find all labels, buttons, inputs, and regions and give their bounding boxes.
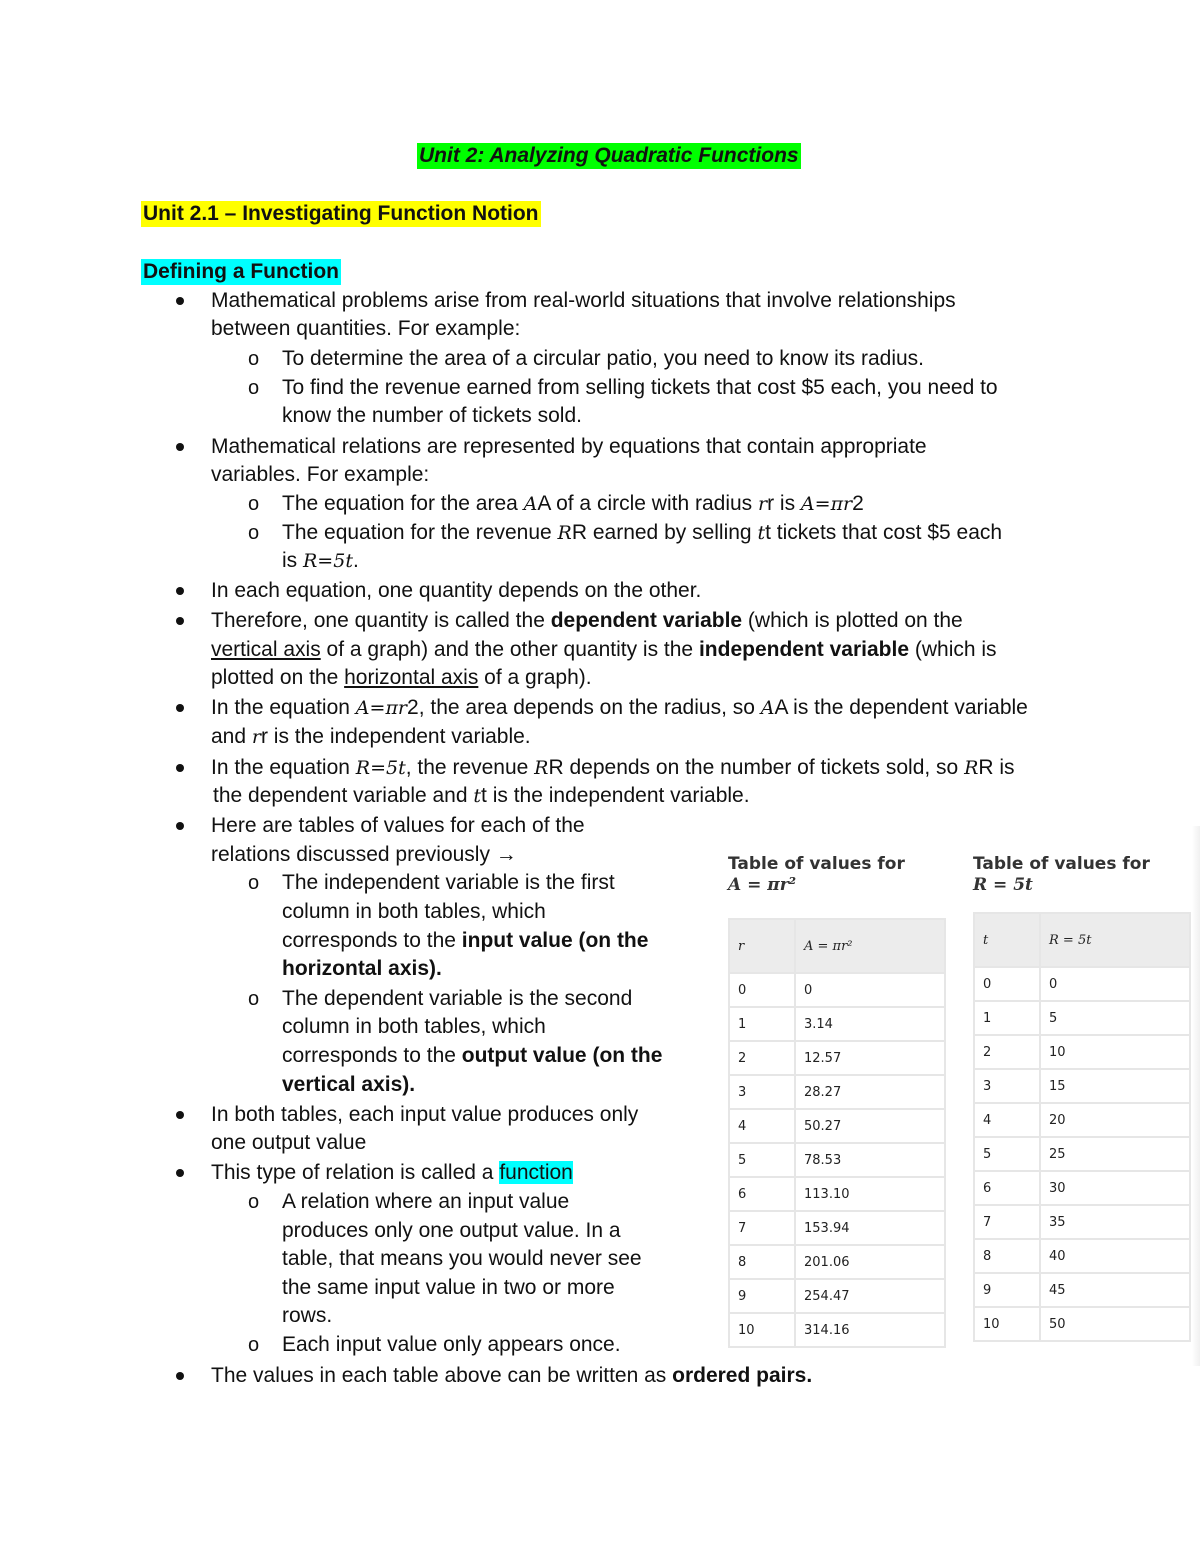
bullet-7-sub-2-line-2: column in both tables, which [282, 1015, 546, 1038]
bullet-1-sub-2-line-2: know the number of tickets sold. [282, 404, 582, 427]
table-b-header-output: R = 5t [1040, 913, 1190, 967]
bullet-icon [176, 297, 184, 305]
table-row [974, 1137, 1190, 1171]
page-edge-shadow [1192, 826, 1200, 1366]
table-cell-output: 28.27 [795, 1075, 945, 1109]
bullet-4-line-3: plotted on the horizontal axis of a graph). [211, 666, 592, 689]
bullet-5-line-1: In the equation A=πr2, the area depends on the radius, so AA is the dependent variable [211, 696, 1028, 719]
table-cell-output: 45 [1040, 1273, 1190, 1307]
table-cell-input: 1 [729, 1007, 795, 1041]
bullet-1-sub-1: To determine the area of a circular patio, you need to know its radius. [282, 347, 925, 370]
table-cell-output: 3.14 [795, 1007, 945, 1041]
table-cell-input: 4 [974, 1103, 1040, 1137]
table-row [729, 1313, 945, 1347]
table-row [729, 1143, 945, 1177]
bullet-7-sub-2-line-4: vertical axis). [282, 1073, 416, 1096]
table-cell-input: 10 [974, 1307, 1040, 1341]
bullet-6-line-1: In the equation R=5t, the revenue RR depends on the number of tickets sold, so RR is [211, 756, 1015, 779]
bullet-2-line-2: variables. For example: [211, 463, 430, 486]
table-b-formula: R = 5t [973, 875, 1033, 895]
table-cell-input: 0 [729, 973, 795, 1007]
bullet-5-line-2: and rr is the independent variable. [211, 725, 531, 748]
bullet-icon [176, 617, 184, 625]
bullet-9-sub-2: Each input value only appears once. [282, 1333, 621, 1356]
table-b [973, 912, 1191, 1342]
table-row [974, 967, 1190, 1001]
table-cell-output: 314.16 [795, 1313, 945, 1347]
bullet-2-sub-1: The equation for the area AA of a circle with radius rr is A=πr2 [282, 492, 864, 515]
table-cell-input: 3 [729, 1075, 795, 1109]
table-row [974, 1103, 1190, 1137]
bullet-7-line-1: Here are tables of values for each of the [211, 814, 585, 837]
bullet-8-line-1: In both tables, each input value produces only [211, 1103, 639, 1126]
table-cell-input: 5 [974, 1137, 1040, 1171]
sub-bullet-icon: o [248, 348, 260, 370]
table-cell-output: 12.57 [795, 1041, 945, 1075]
sub-bullet-icon: o [248, 1334, 260, 1356]
bullet-7-sub-1-line-3: corresponds to the input value (on the [282, 929, 649, 952]
bullet-1-line-1: Mathematical problems arise from real-world situations that involve relationships [211, 289, 956, 312]
table-row [729, 1211, 945, 1245]
bullet-8-line-2: one output value [211, 1131, 367, 1154]
table-row [974, 1205, 1190, 1239]
table-cell-output: 30 [1040, 1171, 1190, 1205]
sub-bullet-icon: o [248, 377, 260, 399]
table-cell-input: 2 [974, 1035, 1040, 1069]
table-row [729, 1279, 945, 1313]
table-cell-input: 0 [974, 967, 1040, 1001]
table-a-caption [728, 854, 905, 896]
sub-bullet-icon: o [248, 1191, 260, 1213]
table-b-caption-text: Table of values for [973, 854, 1150, 874]
sub-bullet-icon: o [248, 988, 260, 1010]
table-a [728, 918, 946, 1348]
bullet-2-line-1: Mathematical relations are represented by equations that contain appropriate [211, 435, 927, 458]
bullet-9-sub-1-line-2: produces only one output value. In a [282, 1219, 621, 1242]
bullet-2-sub-2-line-2: is R=5t. [282, 549, 359, 572]
bullet-4-line-2: vertical axis of a graph) and the other quantity is the independent variable (which is [211, 638, 997, 661]
table-cell-input: 8 [729, 1245, 795, 1279]
table-a-header-output: A = πr² [795, 919, 945, 973]
table-row [729, 1177, 945, 1211]
table-cell-output: 25 [1040, 1137, 1190, 1171]
sub-bullet-icon: o [248, 522, 260, 544]
bullet-4-line-1: Therefore, one quantity is called the dependent variable (which is plotted on the [211, 609, 963, 632]
table-row [974, 1001, 1190, 1035]
bullet-9-sub-1-line-1: A relation where an input value [282, 1190, 570, 1213]
table-cell-output: 40 [1040, 1239, 1190, 1273]
table-row [974, 1035, 1190, 1069]
sub-bullet-icon: o [248, 872, 260, 894]
table-cell-input: 9 [974, 1273, 1040, 1307]
table-cell-output: 50.27 [795, 1109, 945, 1143]
bullet-6-line-2: the dependent variable and tt is the independent variable. [213, 784, 750, 807]
subsection-heading: Defining a Function [143, 260, 339, 283]
bullet-icon [176, 764, 184, 772]
table-cell-input: 6 [974, 1171, 1040, 1205]
table-cell-input: 2 [729, 1041, 795, 1075]
table-cell-input: 4 [729, 1109, 795, 1143]
bullet-7-sub-2-line-3: corresponds to the output value (on the [282, 1044, 663, 1067]
bullet-icon [176, 1111, 184, 1119]
table-a-caption-text: Table of values for [728, 854, 905, 874]
bullet-10: The values in each table above can be written as ordered pairs. [211, 1364, 813, 1387]
table-row [729, 1245, 945, 1279]
bullet-icon [176, 587, 184, 595]
table-row [729, 1109, 945, 1143]
bullet-7-sub-1-line-4: horizontal axis). [282, 957, 442, 980]
bullet-1-line-2: between quantities. For example: [211, 317, 521, 340]
document-title: Unit 2: Analyzing Quadratic Functions [419, 144, 799, 167]
bullet-icon [176, 1169, 184, 1177]
table-cell-output: 5 [1040, 1001, 1190, 1035]
table-row [729, 1041, 945, 1075]
table-cell-output: 254.47 [795, 1279, 945, 1313]
section-heading: Unit 2.1 – Investigating Function Notion [143, 202, 539, 225]
bullet-9-sub-1-line-5: rows. [282, 1304, 333, 1327]
table-cell-input: 7 [729, 1211, 795, 1245]
bullet-7-sub-1-line-1: The independent variable is the first [282, 871, 615, 894]
table-row [729, 1075, 945, 1109]
table-cell-input: 8 [974, 1239, 1040, 1273]
table-row [974, 1273, 1190, 1307]
bullet-icon [176, 822, 184, 830]
table-row [729, 1007, 945, 1041]
table-cell-output: 0 [795, 973, 945, 1007]
table-cell-output: 113.10 [795, 1177, 945, 1211]
table-cell-output: 15 [1040, 1069, 1190, 1103]
table-cell-output: 20 [1040, 1103, 1190, 1137]
table-cell-output: 10 [1040, 1035, 1190, 1069]
sub-bullet-icon: o [248, 493, 260, 515]
table-cell-output: 153.94 [795, 1211, 945, 1245]
table-cell-input: 9 [729, 1279, 795, 1313]
table-row [974, 1307, 1190, 1341]
table-cell-output: 0 [1040, 967, 1190, 1001]
table-row [729, 973, 945, 1007]
bullet-9-line-1: This type of relation is called a function [211, 1161, 573, 1184]
table-row [974, 1069, 1190, 1103]
table-cell-output: 78.53 [795, 1143, 945, 1177]
bullet-7-line-2: relations discussed previously → [211, 843, 517, 866]
table-cell-output: 50 [1040, 1307, 1190, 1341]
bullet-7-sub-1-line-2: column in both tables, which [282, 900, 546, 923]
table-b-caption [973, 854, 1150, 896]
table-row [974, 1171, 1190, 1205]
table-cell-input: 5 [729, 1143, 795, 1177]
bullet-9-sub-1-line-4: the same input value in two or more [282, 1276, 615, 1299]
bullet-icon [176, 1372, 184, 1380]
bullet-2-sub-2-line-1: The equation for the revenue RR earned by selling tt tickets that cost $5 each [282, 521, 1003, 544]
bullet-7-sub-2-line-1: The dependent variable is the second [282, 987, 633, 1010]
bullet-icon [176, 443, 184, 451]
table-cell-output: 35 [1040, 1205, 1190, 1239]
table-row [974, 1239, 1190, 1273]
bullet-1-sub-2-line-1: To find the revenue earned from selling tickets that cost $5 each, you need to [282, 376, 998, 399]
table-b-header-input: t [974, 913, 1040, 967]
bullet-icon [176, 704, 184, 712]
table-a-formula: A = πr² [728, 875, 797, 895]
table-cell-input: 1 [974, 1001, 1040, 1035]
bullet-9-sub-1-line-3: table, that means you would never see [282, 1247, 642, 1270]
table-cell-input: 6 [729, 1177, 795, 1211]
table-cell-input: 7 [974, 1205, 1040, 1239]
bullet-3: In each equation, one quantity depends on the other. [211, 579, 702, 602]
table-cell-input: 10 [729, 1313, 795, 1347]
table-cell-output: 201.06 [795, 1245, 945, 1279]
table-cell-input: 3 [974, 1069, 1040, 1103]
table-a-header-input: r [729, 919, 795, 973]
